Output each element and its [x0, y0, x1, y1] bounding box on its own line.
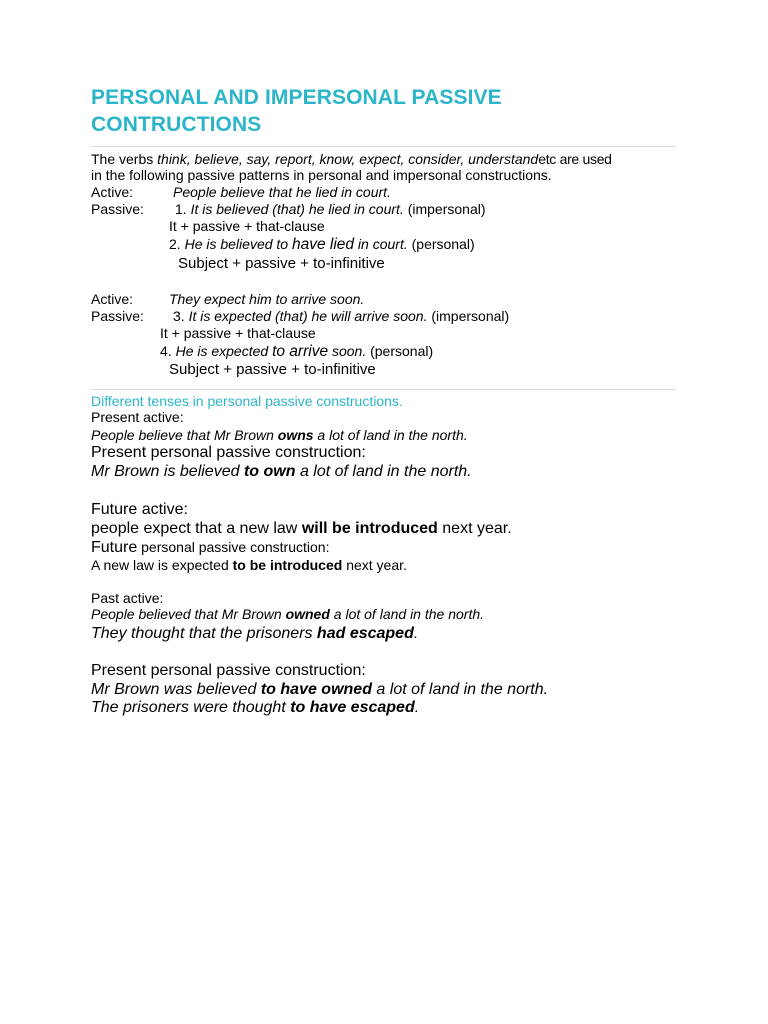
ex2-passive-4	[160, 343, 433, 361]
sentence-part: a lot of land in the north.	[371, 681, 549, 698]
sentence-part: a lot of land in the north.	[295, 463, 472, 480]
item-number: 1.	[175, 201, 187, 217]
ex1-passive-1	[175, 201, 486, 217]
ex2-passive-3	[173, 308, 509, 324]
future-ppc-sentence	[91, 557, 407, 573]
present-active-sentence	[91, 427, 468, 443]
sentence-verb: to have escaped	[290, 699, 415, 716]
section2-heading: Different tenses in personal passive constructions.	[91, 393, 403, 409]
sentence-part: The prisoners were thought	[91, 699, 291, 716]
construction-type: (personal)	[411, 236, 475, 252]
ex2-active-text: They expect him to arrive soon.	[169, 291, 365, 307]
future-ppc-label	[91, 539, 329, 557]
sentence-part: next year.	[437, 520, 512, 537]
ex1-pattern2: Subject + passive + to-infinitive	[178, 255, 385, 272]
present-ppc-label: Present personal passive construction:	[91, 444, 366, 461]
past-active-sentence-2	[91, 625, 418, 643]
future-active-label: Future active:	[91, 501, 188, 518]
sentence-part: .	[414, 699, 420, 716]
ex1-pattern1: It + passive + that-clause	[169, 218, 325, 234]
sentence-part: People believe that Mr Brown	[91, 427, 278, 443]
tense-word: Future	[91, 539, 138, 556]
past-active-sentence-1	[91, 606, 484, 622]
page-title-line1: PERSONAL AND IMPERSONAL PASSIVE	[91, 86, 502, 109]
item-number: 3.	[173, 308, 185, 324]
example-sentence-end: in court.	[354, 236, 408, 252]
sentence-part: people expect that a new law	[91, 520, 302, 537]
sentence-verb: had escaped	[316, 625, 414, 642]
intro-line1	[91, 151, 612, 167]
title-divider	[91, 146, 676, 147]
intro-line2: in the following passive patterns in personal and impersonal constructions.	[91, 167, 552, 183]
present-ppc-sentence	[91, 463, 472, 481]
sentence-verb: owns	[277, 427, 314, 443]
intro-text-end: etc are used	[538, 151, 612, 167]
present-active-label: Present active:	[91, 409, 184, 425]
sentence-part: a lot of land in the north.	[313, 427, 468, 443]
sentence-part: Mr Brown was believed	[91, 681, 261, 698]
ex1-active-label: Active:	[91, 184, 134, 200]
sentence-verb: owned	[285, 606, 330, 622]
sentence-verb: to own	[243, 463, 296, 480]
sentence-verb: to have owned	[260, 681, 372, 698]
past-ppc-label: Present personal passive construction:	[91, 662, 366, 679]
example-sentence: It is expected (that) he will arrive soon.	[188, 308, 428, 324]
future-active-sentence	[91, 520, 512, 538]
ex2-pattern1: It + passive + that-clause	[160, 325, 316, 341]
sentence-part: a lot of land in the north.	[329, 606, 485, 622]
construction-type: (personal)	[370, 343, 434, 359]
ex2-active-label: Active:	[91, 291, 134, 307]
sentence-part: Mr Brown is believed	[91, 463, 244, 480]
example-sentence: It is believed (that) he lied in court.	[190, 201, 404, 217]
example-verb: to arrive	[272, 343, 329, 360]
past-active-label: Past active:	[91, 590, 164, 606]
sentence-verb: to be introduced	[232, 557, 343, 573]
sentence-verb: will be introduced	[301, 520, 438, 537]
item-number: 2.	[169, 236, 181, 252]
label-rest: personal passive construction:	[137, 539, 330, 555]
sentence-part: next year.	[342, 557, 407, 573]
past-ppc-sentence-2	[91, 699, 419, 717]
construction-type: (impersonal)	[407, 201, 486, 217]
example-verb: have lied	[291, 236, 355, 253]
ex2-passive-label: Passive:	[91, 308, 144, 324]
sentence-part: A new law is expected	[91, 557, 233, 573]
sentence-part: People believed that Mr Brown	[91, 606, 286, 622]
intro-text: The verbs	[91, 151, 158, 167]
ex1-passive-2	[169, 236, 475, 254]
example-sentence-end: soon.	[328, 343, 367, 359]
past-ppc-sentence-1	[91, 681, 548, 699]
ex1-active-text: People believe that he lied in court.	[173, 184, 391, 200]
example-sentence: He is believed to	[184, 236, 292, 252]
sentence-part: .	[413, 625, 419, 642]
intro-verbs: think, believe, say, report, know, expect, consider, understand	[157, 151, 539, 167]
item-number: 4.	[160, 343, 172, 359]
ex2-pattern2: Subject + passive + to-infinitive	[169, 361, 376, 378]
construction-type: (impersonal)	[431, 308, 510, 324]
example-sentence: He is expected	[175, 343, 273, 359]
sentence-part: They thought that the prisoners	[91, 625, 317, 642]
ex1-passive-label: Passive:	[91, 201, 144, 217]
section-divider	[91, 389, 676, 390]
page-title-line2: CONTRUCTIONS	[91, 113, 262, 136]
